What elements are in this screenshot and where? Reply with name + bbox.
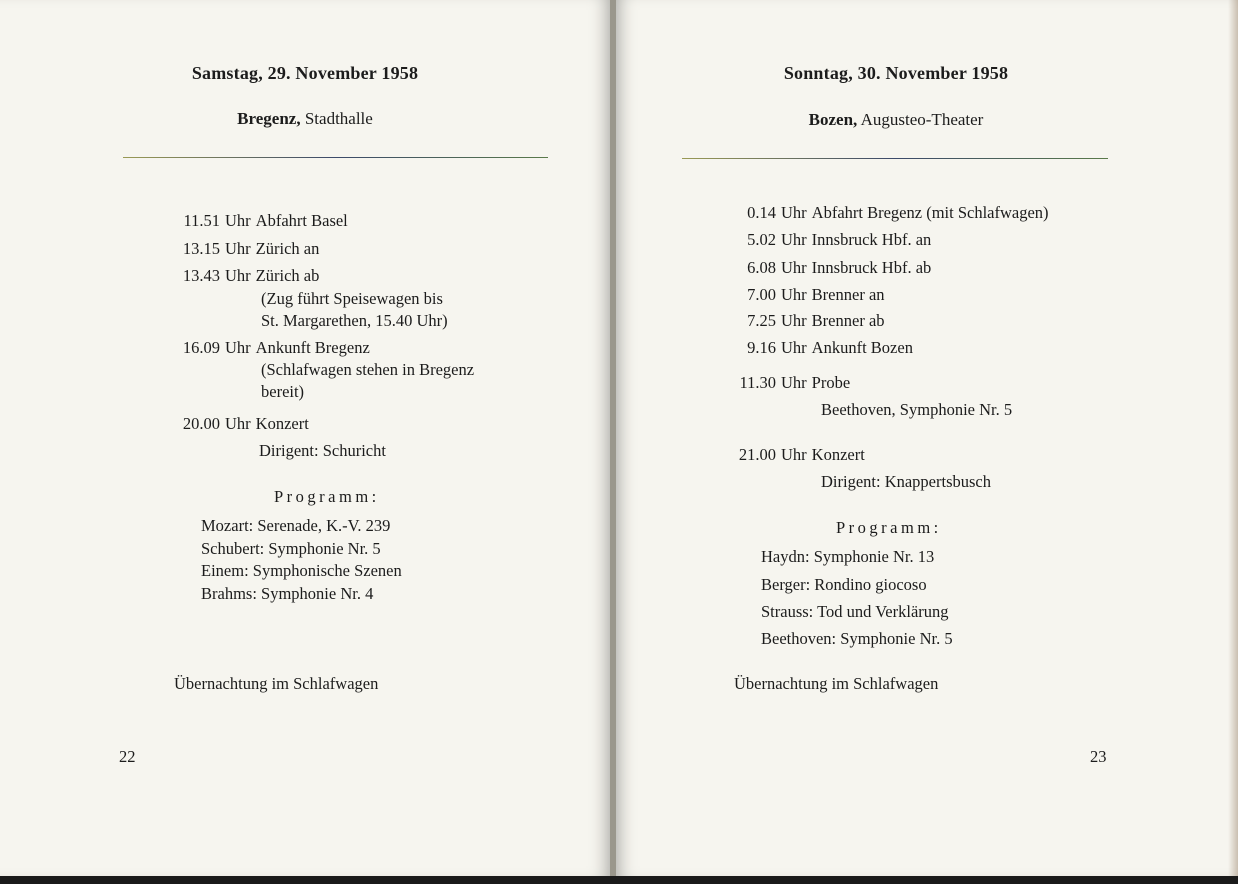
- schedule-uhr: Uhr: [225, 338, 251, 357]
- schedule-time: 9.16: [747, 338, 776, 357]
- left-overnight-note: Übernachtung im Schlafwagen: [174, 674, 379, 693]
- schedule-uhr: Uhr: [225, 414, 251, 433]
- program-item: Berger: Rondino giocoso: [761, 575, 927, 594]
- schedule-time: 16.09: [182, 338, 220, 357]
- train-note-line: (Zug führt Speisewagen bis: [261, 289, 443, 308]
- schedule-time: 5.02: [747, 230, 776, 249]
- schedule-text: Innsbruck Hbf. an: [811, 230, 932, 249]
- schedule-row: [734, 205, 1049, 222]
- schedule-uhr: Uhr: [781, 311, 807, 330]
- schedule-row: [174, 213, 348, 230]
- schedule-row: [734, 340, 913, 357]
- left-program-heading: Programm:: [274, 487, 380, 506]
- left-venue-city: Bregenz,: [237, 109, 301, 128]
- schedule-row: [734, 260, 931, 277]
- left-page-number: 22: [119, 747, 136, 766]
- schedule-time: 11.30: [739, 373, 776, 392]
- schedule-row: [174, 340, 370, 357]
- schedule-text: Zürich an: [255, 239, 320, 258]
- schedule-time: 11.51: [183, 211, 220, 230]
- left-venue: [0, 109, 610, 129]
- program-item: Mozart: Serenade, K.-V. 239: [201, 516, 391, 535]
- schedule-time: 7.00: [747, 285, 776, 304]
- schedule-row: [734, 232, 931, 249]
- right-page: [616, 0, 1238, 876]
- schedule-text: Zürich ab: [255, 266, 320, 285]
- schedule-text: Abfahrt Bregenz (mit Schlafwagen): [811, 203, 1049, 222]
- sleeper-note-line: bereit): [261, 382, 305, 401]
- schedule-uhr: Uhr: [781, 285, 807, 304]
- schedule-text: Brenner ab: [811, 311, 885, 330]
- schedule-text: Abfahrt Basel: [255, 211, 348, 230]
- program-item: Strauss: Tod und Verklärung: [761, 602, 949, 621]
- left-divider: [123, 157, 548, 158]
- schedule-time: 20.00: [182, 414, 220, 433]
- program-item: Schubert: Symphonie Nr. 5: [201, 539, 381, 558]
- schedule-uhr: Uhr: [781, 445, 807, 464]
- right-venue: [616, 110, 1176, 130]
- right-overnight-note: Übernachtung im Schlafwagen: [734, 674, 939, 693]
- rehearsal-note: Beethoven, Symphonie Nr. 5: [821, 400, 1013, 419]
- left-page: [0, 0, 610, 876]
- schedule-uhr: Uhr: [225, 211, 251, 230]
- right-program-heading: Programm:: [836, 518, 942, 537]
- schedule-time: 13.15: [182, 239, 220, 258]
- schedule-row: [174, 416, 309, 433]
- schedule-text: Brenner an: [811, 285, 885, 304]
- program-item: Einem: Symphonische Szenen: [201, 561, 402, 580]
- schedule-uhr: Uhr: [781, 203, 807, 222]
- program-item: Brahms: Symphonie Nr. 4: [201, 584, 374, 603]
- schedule-row: [734, 287, 885, 304]
- schedule-time: 13.43: [182, 266, 220, 285]
- right-conductor: Dirigent: Knappertsbusch: [821, 472, 992, 491]
- schedule-uhr: Uhr: [225, 266, 251, 285]
- schedule-text: Innsbruck Hbf. ab: [811, 258, 932, 277]
- right-venue-hall: Augusteo-Theater: [860, 110, 984, 129]
- program-item: Haydn: Symphonie Nr. 13: [761, 547, 935, 566]
- schedule-text: Probe: [811, 373, 851, 392]
- right-date-header: Sonntag, 30. November 1958: [783, 63, 1009, 83]
- schedule-time: 6.08: [747, 258, 776, 277]
- schedule-text: Ankunft Bozen: [811, 338, 913, 357]
- schedule-text: Konzert: [811, 445, 865, 464]
- right-page-number: 23: [1090, 747, 1107, 766]
- schedule-uhr: Uhr: [781, 338, 807, 357]
- schedule-time: 0.14: [747, 203, 776, 222]
- right-venue-city: Bozen,: [808, 110, 858, 129]
- schedule-row: [734, 375, 850, 392]
- schedule-time: 21.00: [738, 445, 776, 464]
- schedule-uhr: Uhr: [781, 230, 807, 249]
- schedule-text: Konzert: [255, 414, 309, 433]
- train-note-line: St. Margarethen, 15.40 Uhr): [261, 311, 448, 330]
- program-item: Beethoven: Symphonie Nr. 5: [761, 629, 953, 648]
- left-date-header: Samstag, 29. November 1958: [191, 63, 419, 83]
- schedule-row: [734, 447, 865, 464]
- right-divider: [682, 158, 1108, 159]
- schedule-uhr: Uhr: [781, 373, 807, 392]
- schedule-text: Ankunft Bregenz: [255, 338, 370, 357]
- schedule-uhr: Uhr: [781, 258, 807, 277]
- schedule-uhr: Uhr: [225, 239, 251, 258]
- schedule-row: [174, 268, 319, 285]
- left-conductor: Dirigent: Schuricht: [259, 441, 386, 460]
- schedule-row: [734, 313, 885, 330]
- left-venue-hall: Stadthalle: [304, 109, 373, 128]
- schedule-row: [174, 241, 319, 258]
- schedule-time: 7.25: [747, 311, 776, 330]
- page-edge-shadow: [1228, 0, 1238, 876]
- sleeper-note-line: (Schlafwagen stehen in Bregenz: [261, 360, 475, 379]
